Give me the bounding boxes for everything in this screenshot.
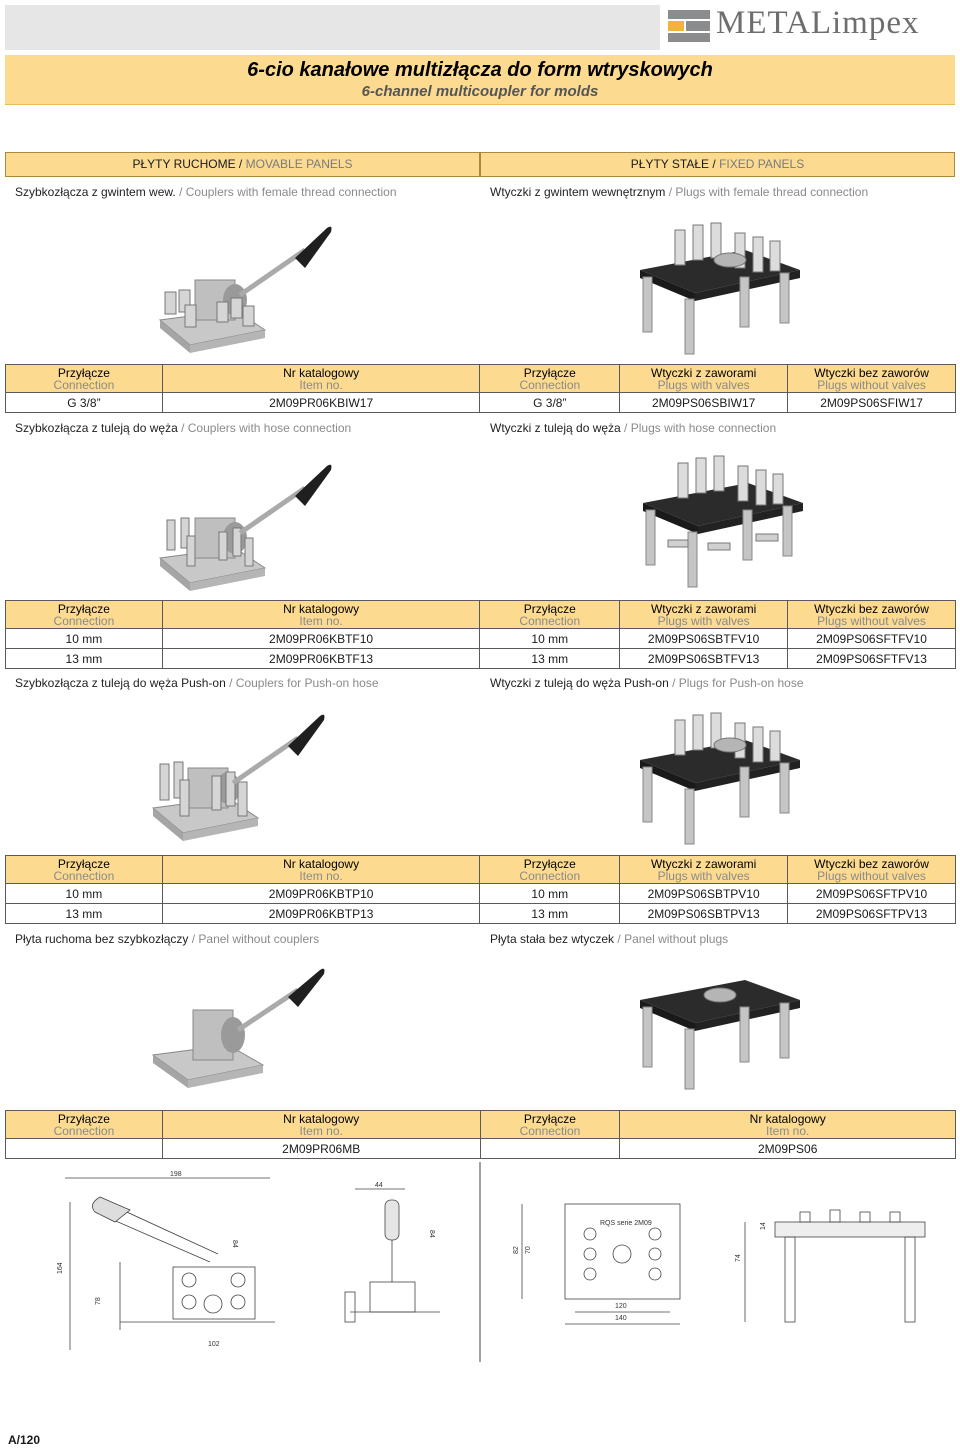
drawing-label: RQS serie 2M09 [600, 1220, 652, 1227]
dim-label: 164 [57, 1262, 64, 1274]
drawing-side-view-fixed [745, 1210, 925, 1322]
table-row: G 3/8” 2M09PR06KBIW17 G 3/8” 2M09PS06SBIW17 2M09PS06SFIW17 [6, 393, 956, 413]
spec-table-panels: Przyłącze Connection Nr katalogowy Item no. Przyłącze Connection Nr katalogowy Item no. 2M09PR06MB 2M09PS06 [5, 1110, 956, 1159]
spec-table-thread [5, 364, 956, 413]
col-plugs-no-valves: Wtyczki bez zaworów Plugs without valves [788, 365, 956, 393]
title-banner [5, 55, 955, 105]
section-title-right: Płyta stała bez wtyczek / Panel without plugs [490, 932, 729, 946]
col-connection: Przyłącze Connection [6, 365, 163, 393]
coupler-hose-image [155, 458, 335, 593]
movable-panels-header: PŁYTY RUCHOME / MOVABLE PANELS [5, 152, 480, 177]
page-number: A/120 [8, 1433, 41, 1447]
section-title-left: Szybkozłącza z gwintem wew. / Couplers with female thread connection [15, 185, 397, 199]
dim-label: 78 [95, 1297, 102, 1305]
movable-panel-image [148, 965, 328, 1100]
table-row: 10 mm 2M09PR06KBTP10 10 mm 2M09PS06SBTPV10 2M09PS06SFTPV10 [6, 884, 956, 904]
plug-push-on-image [635, 705, 805, 845]
metalimpex-logo-icon [668, 10, 710, 42]
drawing-top-view-movable [65, 1178, 275, 1350]
dim-label: 120 [615, 1303, 627, 1310]
col-plugs-valves: Wtyczki z zaworami Plugs with valves [620, 365, 788, 393]
table-row: 2M09PR06MB 2M09PS06 [6, 1139, 956, 1159]
table-row: 10 mm 2M09PR06KBTF10 10 mm 2M09PS06SBTFV10 2M09PS06SFTFV10 [6, 629, 956, 649]
fixed-panel-image [635, 965, 805, 1100]
brand-logo [668, 5, 953, 45]
dim-label: 102 [208, 1341, 220, 1348]
coupler-push-on-image [148, 708, 328, 848]
technical-drawings [0, 1162, 960, 1362]
col-connection: Przyłącze Connection [480, 365, 620, 393]
dim-label: 70 [525, 1246, 532, 1254]
dim-label: 44 [375, 1182, 383, 1189]
section-title-right: Wtyczki z tuleją do węża Push-on / Plugs for Push-on hose [490, 676, 804, 690]
section-title-left: Płyta ruchoma bez szybkozłączy / Panel without couplers [15, 932, 320, 946]
section-title-left: Szybkozłącza z tuleją do węża Push-on / Couplers for Push-on hose [15, 676, 379, 690]
coupler-female-thread-image [155, 220, 335, 355]
section-title-right: Wtyczki z tuleją do węża / Plugs with hose connection [490, 421, 777, 435]
dim-label: 74 [735, 1254, 742, 1262]
dim-label: 84 [428, 1230, 435, 1238]
plug-female-thread-image [635, 215, 805, 355]
section-title-right: Wtyczki z gwintem wewnętrznym / Plugs with female thread connection [490, 185, 869, 199]
plug-hose-image [638, 448, 808, 588]
page-subtitle: 6-channel multicoupler for molds [361, 83, 599, 100]
dim-label: 140 [615, 1315, 627, 1322]
table-row: 13 mm 2M09PR06KBTF13 13 mm 2M09PS06SBTFV13 2M09PS06SFTFV13 [6, 649, 956, 669]
section-title-left: Szybkozłącza z tuleją do węża / Couplers with hose connection [15, 421, 352, 435]
fixed-panels-header: PŁYTY STAŁE / FIXED PANELS [480, 152, 955, 177]
drawing-side-view-movable [345, 1189, 440, 1322]
spec-table-push-on: Przyłącze Connection Nr katalogowy Item no. Przyłącze Connection Wtyczki z zaworami Plugs with valves Wtyczki bez zaworów Plugs without valves 10 mm 2M09PR06KBTP10 10 mm 2M09PS06SBTPV10 2M09PS06SFTPV10 13 mm 2M09PR06KBTP13 13 mm 2M09PS06SBTPV13 2M09PS06SFTPV13 [5, 855, 956, 924]
logo-wordmark: METALimpex [716, 5, 920, 41]
page-title: 6-cio kanałowe multizłącza do form wtryskowych [247, 59, 713, 81]
dim-label: 198 [170, 1171, 182, 1178]
dim-label: 82 [513, 1246, 520, 1254]
dim-label: 14 [760, 1222, 767, 1230]
table-row: 13 mm 2M09PR06KBTP13 13 mm 2M09PS06SBTPV13 2M09PS06SFTPV13 [6, 904, 956, 924]
spec-table-hose: Przyłącze Connection Nr katalogowy Item no. Przyłącze Connection Wtyczki z zaworami Plugs with valves Wtyczki bez zaworów Plugs without valves 10 mm 2M09PR06KBTF10 10 mm 2M09PS06SBTFV10 2M09PS06SFTFV10 13 mm 2M09PR06KBTF13 13 mm 2M09PS06SBTFV13 2M09PS06SFTFV13 [5, 600, 956, 669]
dim-label: 84 [231, 1240, 238, 1248]
header-bar [5, 5, 660, 50]
col-item: Nr katalogowy Item no. [162, 365, 480, 393]
